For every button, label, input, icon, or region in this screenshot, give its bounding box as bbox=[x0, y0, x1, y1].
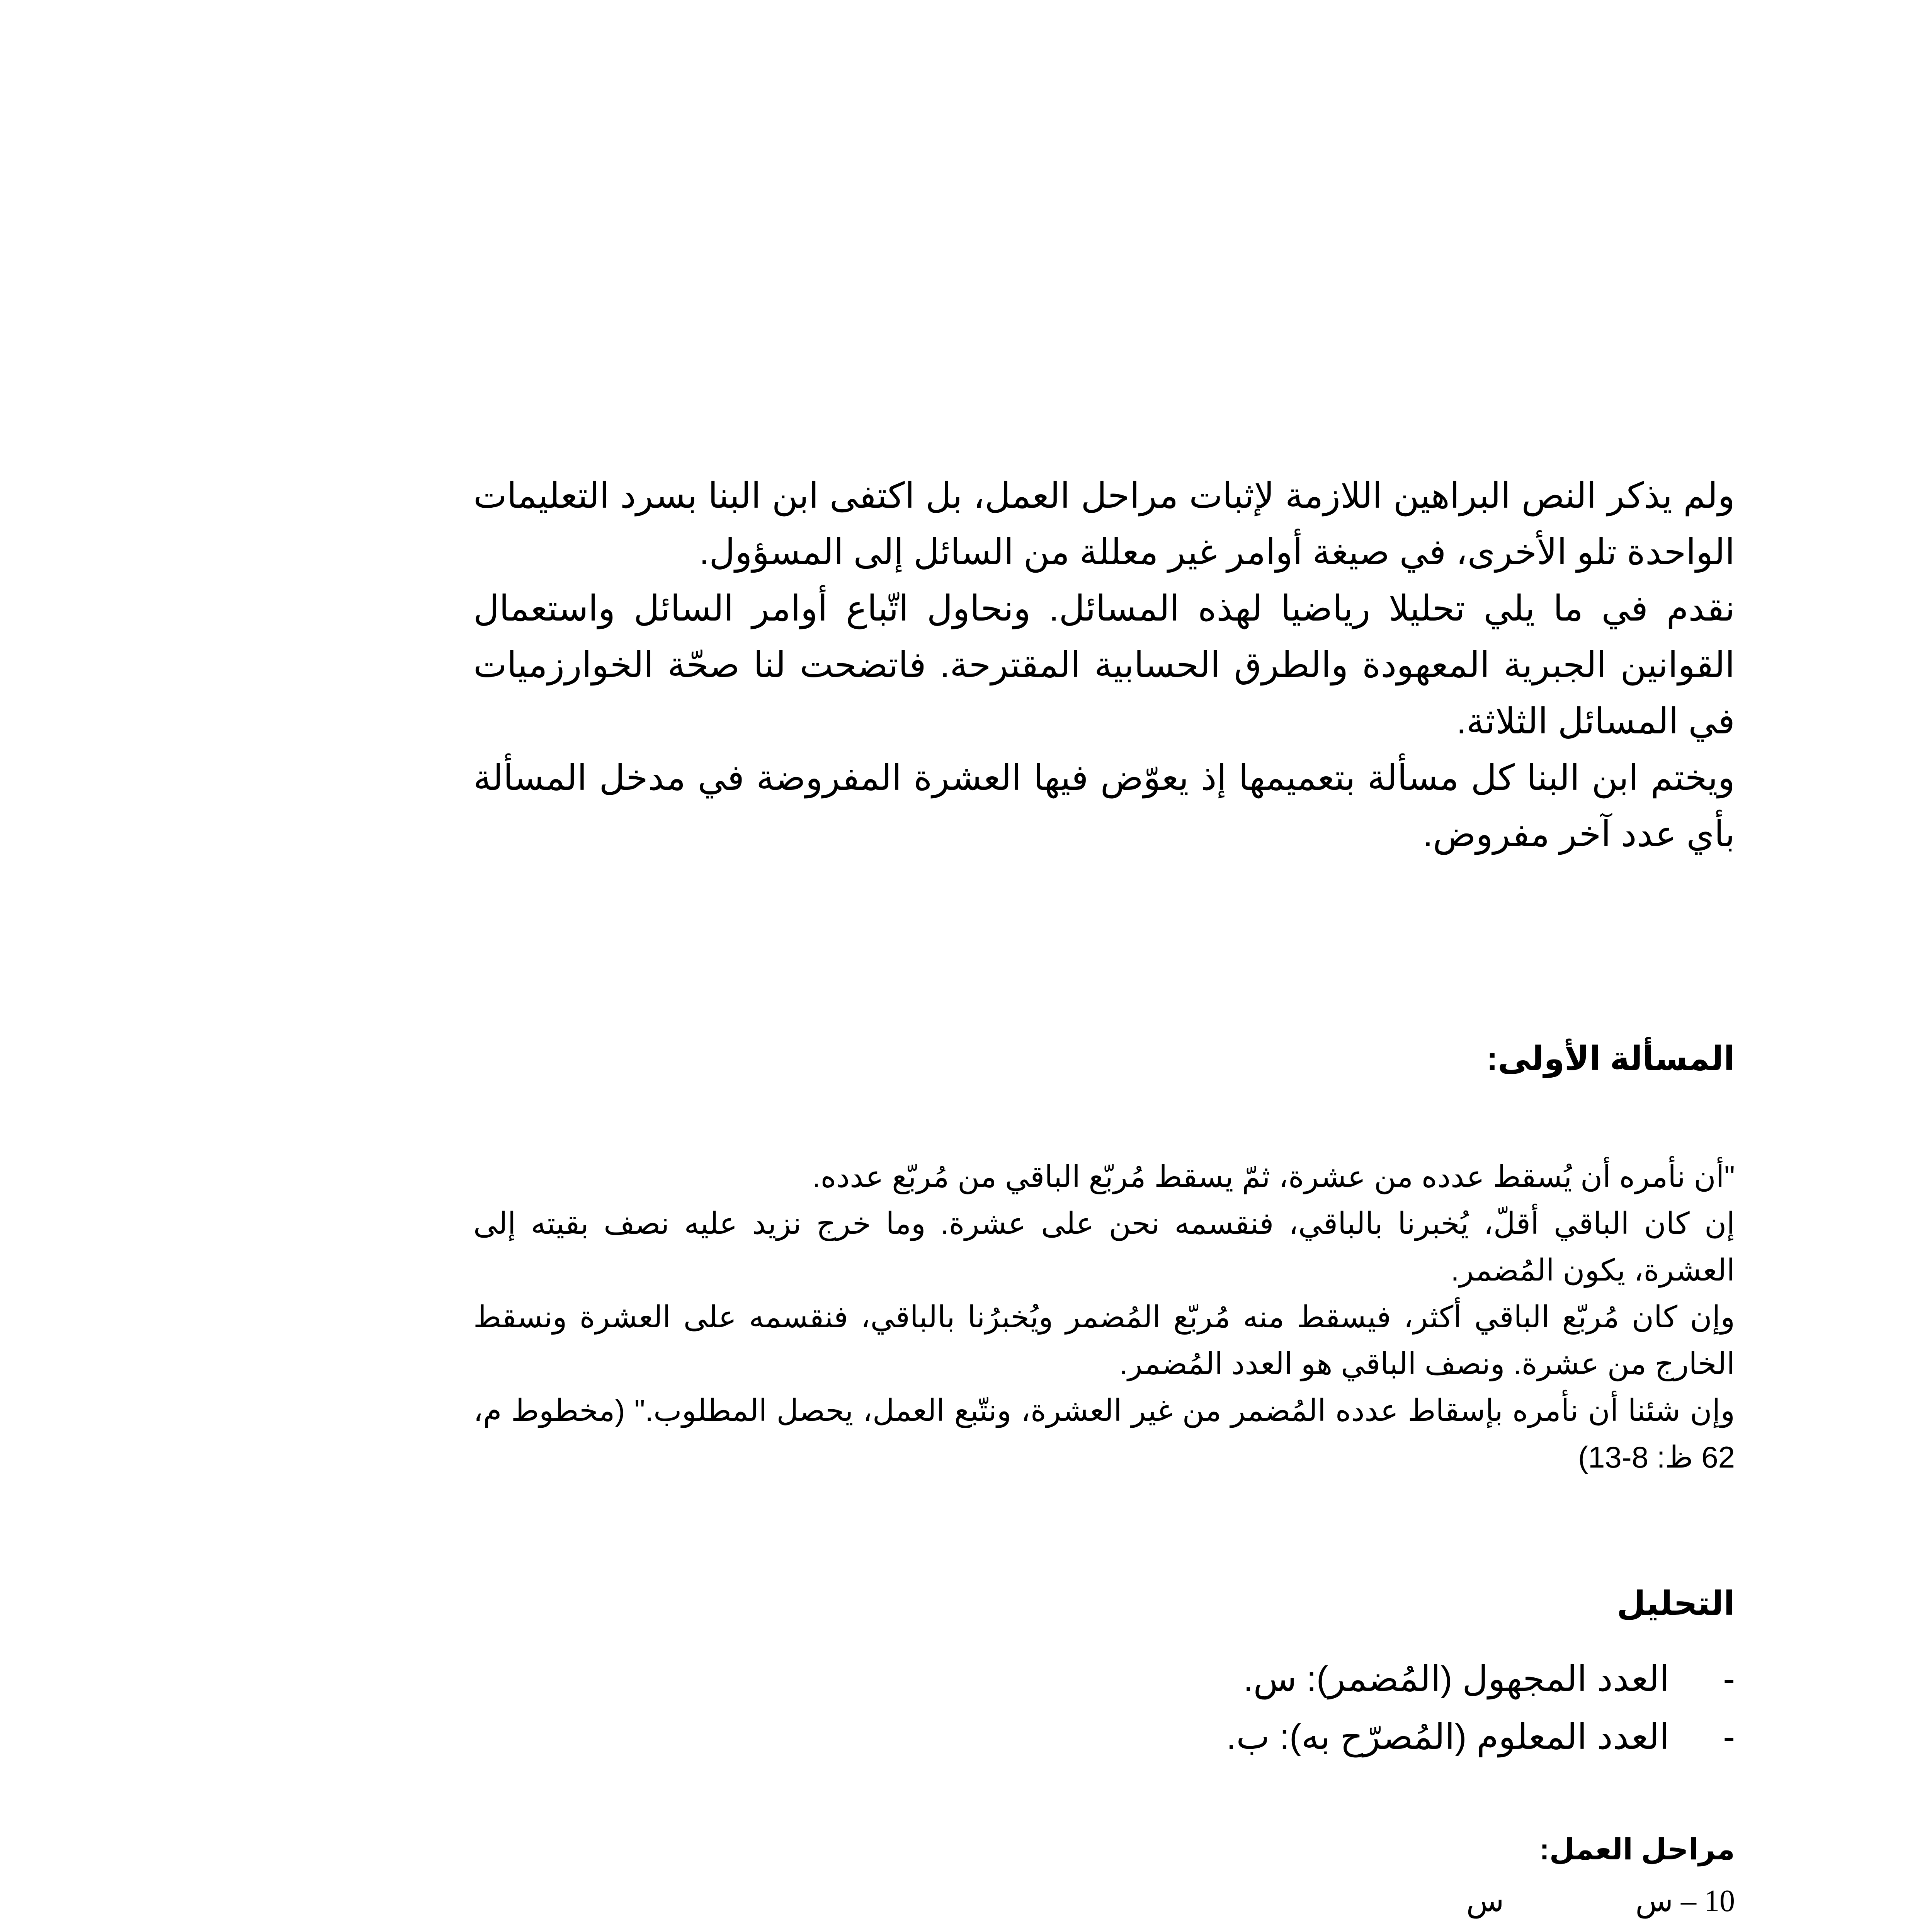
analysis-list bbox=[473, 1650, 1735, 1766]
intro-paragraph-2: نقدم في ما يلي تحليلا رياضيا لهذه المسائل. ونحاول اتّباع أوامر السائل واستعمال القوانين الجبرية المعهودة والطرق الحسابية المقترحة. فاتضحت لنا صحّة الخوارزميات في المسائل الثلاثة. bbox=[473, 589, 1735, 741]
analysis-title: التحليل bbox=[1617, 1585, 1735, 1622]
steps-labels-line bbox=[473, 1880, 1735, 1922]
steps-title: مراحل العمل: bbox=[1539, 1833, 1735, 1866]
ten-minus-s-label: 10 – س bbox=[1635, 1884, 1735, 1918]
quote-paragraph-2: إن كان الباقي أقلّ، يُخبرنا بالباقي، فنقسمه نحن على عشرة. وما خرج نزيد عليه نصف بقيته إلى العشرة، يكون المُضمر. bbox=[473, 1206, 1735, 1287]
list-item bbox=[473, 1708, 1735, 1766]
list-dash: - bbox=[1723, 1717, 1735, 1757]
quote-paragraph-1: "أن نأمره أن يُسقط عدده من عشرة، ثمّ يسقط مُربّع الباقي من مُربّع عدده. bbox=[812, 1160, 1735, 1194]
list-dash: - bbox=[1723, 1659, 1735, 1699]
intro-paragraph-3: ويختم ابن البنا كل مسألة بتعميمها إذ يعوّض فيها العشرة المفروضة في مدخل المسألة بأي عدد آخر مفروض. bbox=[473, 758, 1735, 854]
hypothesis-1-line bbox=[473, 1930, 1735, 1932]
list-item bbox=[473, 1650, 1735, 1708]
quote-paragraph-4: وإن شئنا أن نأمره بإسقاط عدده المُضمر من غير العشرة، ونتّبع العمل، يحصل المطلوب." (مخطوط م، 62 ظ: 8-13) bbox=[473, 1393, 1735, 1474]
list-item-text: العدد المجهول (المُضمر): س. bbox=[1243, 1659, 1669, 1699]
steps-title-line bbox=[473, 1828, 1735, 1871]
s-label: س bbox=[1466, 1884, 1504, 1918]
quote-paragraph-3: وإن كان مُربّع الباقي أكثر، فيسقط منه مُربّع المُضمر ويُخبرُنا بالباقي، فنقسمه على العشرة ونسقط الخارج من عشرة. ونصف الباقي هو العدد المُضمر. bbox=[473, 1300, 1735, 1381]
list-item-text: العدد المعلوم (المُصرّح به): ب. bbox=[1226, 1717, 1669, 1757]
quote-block bbox=[473, 1153, 1735, 1481]
analysis-block bbox=[473, 1584, 1735, 1766]
section-title: المسألة الأولى: bbox=[1486, 1040, 1735, 1077]
section-title-block bbox=[473, 1039, 1735, 1078]
intro-paragraph-1: ولم يذكر النص البراهين اللازمة لإثبات مراحل العمل، بل اكتفى ابن البنا بسرد التعليمات الواحدة تلو الأخرى، في صيغة أوامر غير معللة من السائل إلى المسؤول. bbox=[473, 476, 1735, 572]
intro-text bbox=[473, 468, 1735, 862]
